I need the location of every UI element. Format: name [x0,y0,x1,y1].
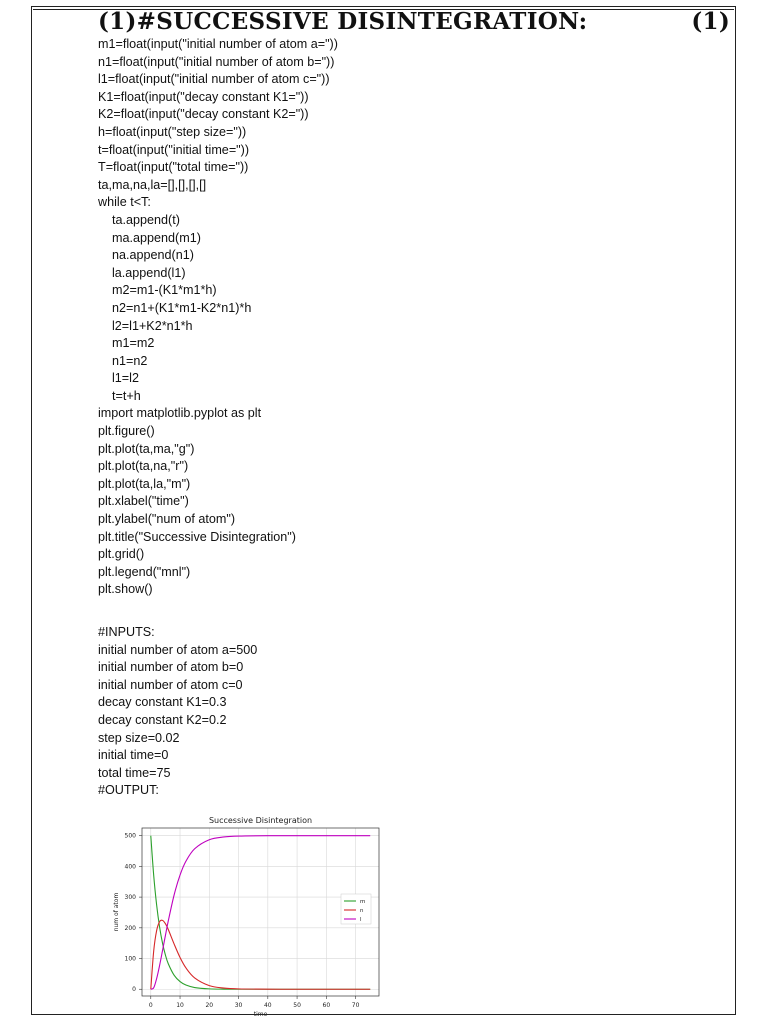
inputs-block [98,624,257,800]
code-line: m2=m1-(K1*m1*h) [98,283,217,298]
code-line: K1=float(input("decay constant K1=")) [98,89,309,104]
chart-title: Successive Disintegration [208,816,313,825]
code-line: plt.legend("mnl") [98,564,191,579]
code-line: l2=l1+K2*n1*h [98,318,193,333]
code-line: plt.ylabel("num of atom") [98,512,236,527]
output-chart [105,810,390,1017]
y-tick-label: 200 [124,924,136,932]
code-line: plt.plot(ta,ma,"g") [98,441,195,456]
code-line: plt.figure() [98,424,155,439]
code-line: plt.plot(ta,la,"m") [98,476,191,491]
text-line: step size=0.02 [98,730,180,745]
code-line: h=float(input("step size=")) [98,124,247,139]
heading-title: (1)#SUCCESSIVE DISINTEGRATION: [98,8,588,35]
y-tick-label: 300 [124,894,136,902]
text-line: initial number of atom c=0 [98,677,243,692]
code-line: l1=float(input("initial number of atom c=")) [98,72,330,87]
code-line: n1=float(input("initial number of atom b=")) [98,54,335,69]
code-line: plt.plot(ta,na,"r") [98,459,189,474]
code-block [98,36,338,599]
code-line: import matplotlib.pyplot as plt [98,406,262,421]
y-tick-label: 100 [124,955,136,963]
series-line-m [151,836,370,990]
text-line: total time=75 [98,765,171,780]
y-axis-label: num of atom [113,892,120,932]
x-tick-label: 0 [148,1002,153,1009]
code-line: n2=n1+(K1*m1-K2*n1)*h [98,300,252,315]
text-line: decay constant K2=0.2 [98,712,227,727]
code-line: plt.show() [98,582,153,597]
code-line: t=t+h [98,388,141,403]
y-tick-label: 400 [124,863,136,871]
legend-label: n [360,908,364,914]
text-line: decay constant K1=0.3 [98,695,227,710]
code-line: m1=float(input("initial number of atom a=")) [98,37,338,51]
heading-number: (1) [691,8,730,35]
x-tick-label: 20 [205,1002,214,1009]
text-line: initial time=0 [98,748,169,763]
text-line: initial number of atom a=500 [98,642,258,657]
code-line: la.append(l1) [98,265,186,280]
legend-label: m [360,899,366,905]
text-line: initial number of atom b=0 [98,660,244,675]
x-tick-label: 70 [351,1002,360,1009]
series-line-l [151,836,370,990]
x-tick-label: 50 [293,1002,301,1009]
x-tick-label: 10 [176,1002,184,1009]
code-line: plt.xlabel("time") [98,494,189,509]
x-axis-label: time [253,1011,268,1017]
series-line-n [151,920,370,989]
y-tick-label: 500 [124,832,136,840]
code-line: T=float(input("total time=")) [98,160,249,175]
chart-svg [105,810,390,1017]
code-line: m1=m2 [98,336,155,351]
code-line: t=float(input("initial time=")) [98,142,250,157]
x-tick-label: 60 [322,1002,331,1009]
section-heading [98,8,730,36]
code-line: ta.append(t) [98,212,180,227]
text-line: #OUTPUT: [98,783,159,798]
code-line: n1=n2 [98,353,148,368]
legend-label: l [360,917,362,923]
code-line: ta,ma,na,la=[],[],[],[] [98,177,207,192]
x-tick-label: 30 [234,1002,243,1009]
code-line: na.append(n1) [98,248,194,263]
x-tick-label: 40 [263,1002,272,1009]
code-line: l1=l2 [98,371,139,386]
text-line: #INPUTS: [98,625,155,639]
code-line: plt.title("Successive Disintegration") [98,529,296,544]
y-tick-label: 0 [132,986,136,994]
code-line: K2=float(input("decay constant K2=")) [98,107,309,122]
code-line: ma.append(m1) [98,230,201,245]
code-line: while t<T: [98,195,151,210]
code-line: plt.grid() [98,547,145,562]
